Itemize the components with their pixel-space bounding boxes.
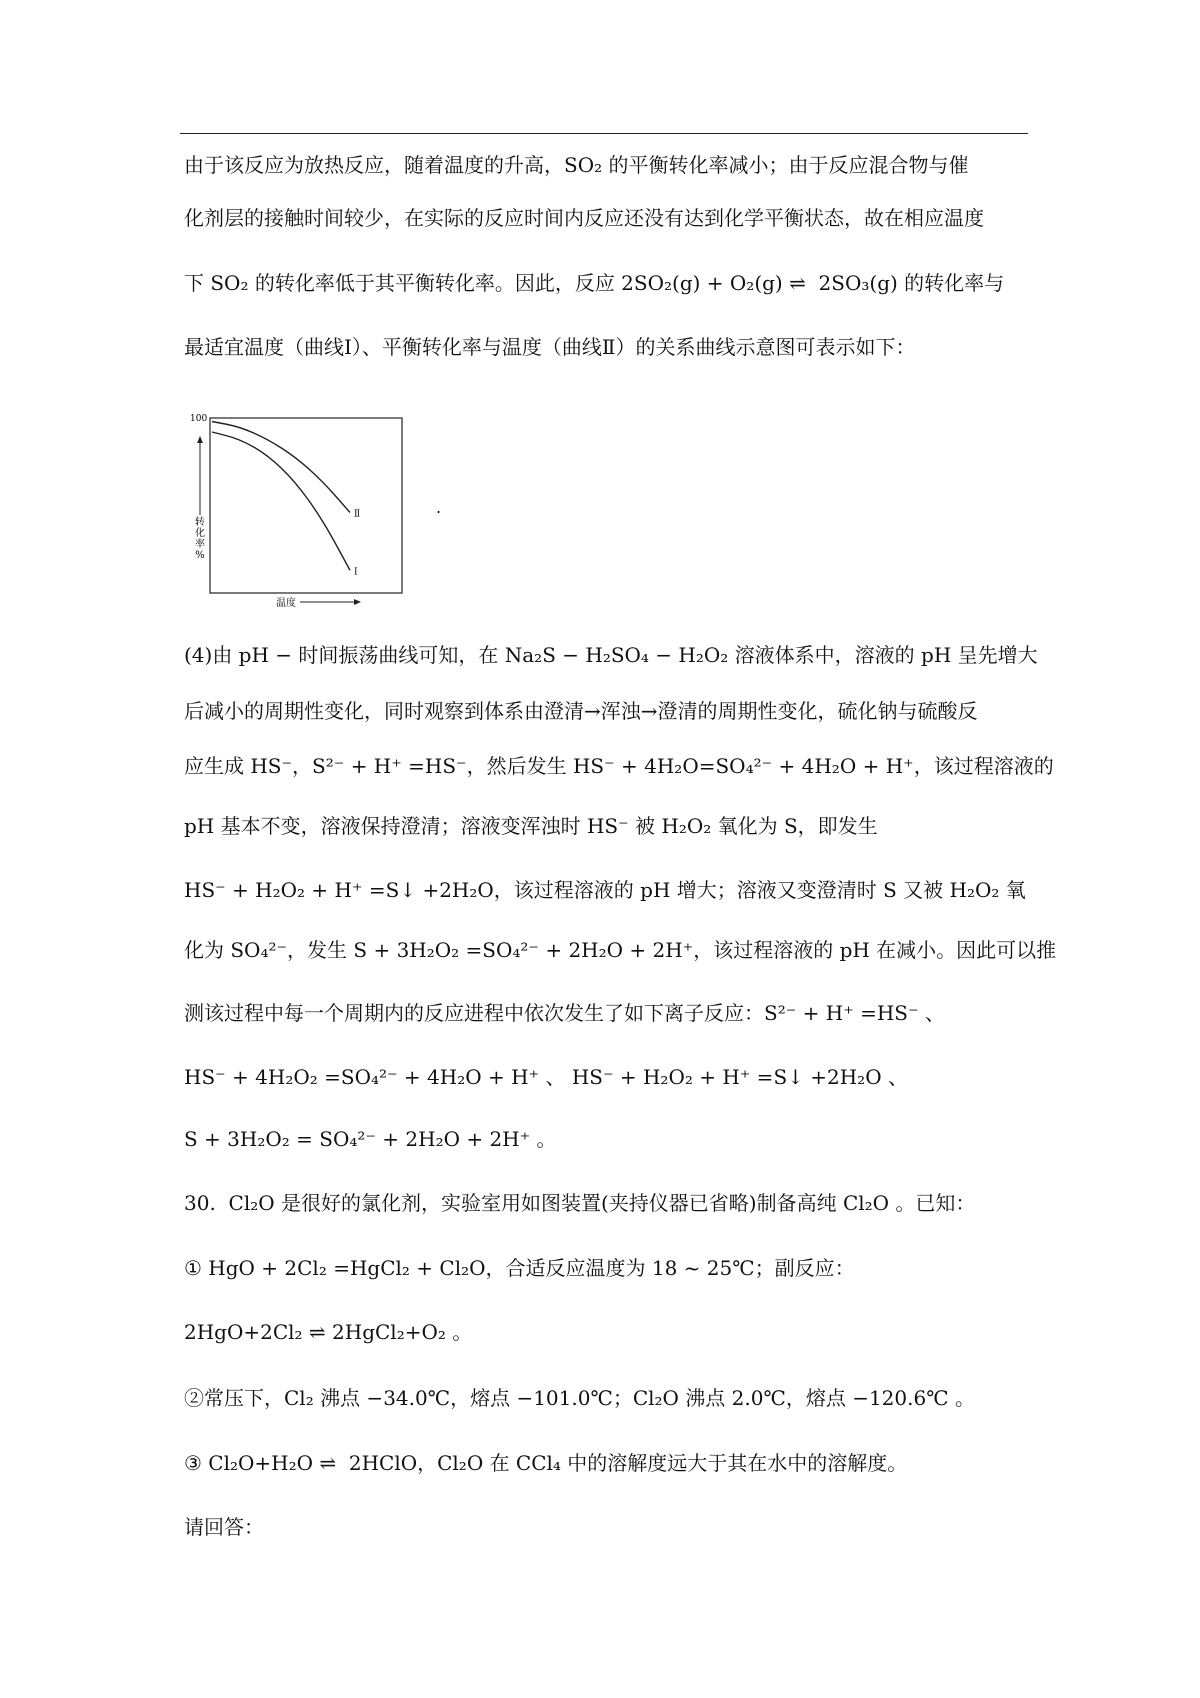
y-axis-label	[195, 515, 205, 561]
y-axis-arrow-head	[197, 436, 203, 443]
conversion-chart	[190, 405, 440, 610]
text-line-6: 后减小的周期性变化，同时观察到体系由澄清→浑浊→澄清的周期性变化，硫化钠与硫酸反	[184, 699, 978, 723]
plot-frame	[210, 418, 402, 593]
text-line-17: ②常压下，Cl₂ 沸点 −34.0℃，熔点 −101.0℃；Cl₂O 沸点 2.0℃，熔点 −120.6℃ 。	[184, 1386, 975, 1410]
text-line-7: 应生成 HS⁻，S²⁻ + H⁺ =HS⁻，然后发生 HS⁻ + 4H₂O=SO₄²⁻ + 4H₂O + H⁺，该过程溶液的	[184, 754, 1054, 778]
text-line-8: pH 基本不变，溶液保持澄清；溶液变浑浊时 HS⁻ 被 H₂O₂ 氧化为 S，即发生	[184, 814, 878, 838]
y-axis-label-char: %	[195, 550, 205, 561]
curve-i	[212, 432, 350, 570]
text-line-10: 化为 SO₄²⁻，发生 S + 3H₂O₂ =SO₄²⁻ + 2H₂O + 2H⁺，该过程溶液的 pH 在减小。因此可以推	[184, 938, 1057, 962]
text-line-1: 由于该反应为放热反应，随着温度的升高，SO₂ 的平衡转化率减小；由于反应混合物与催	[184, 153, 969, 177]
header-rule	[180, 133, 1028, 134]
curve-label-ii: Ⅱ	[354, 509, 361, 520]
text-line-9: HS⁻ + H₂O₂ + H⁺ =S↓ +2H₂O，该过程溶液的 pH 增大；溶液又变澄清时 S 又被 H₂O₂ 氧	[184, 878, 1026, 902]
text-line-19: 请回答：	[184, 1515, 264, 1539]
text-line-4: 最适宜温度（曲线Ⅰ）、平衡转化率与温度（曲线Ⅱ）的关系曲线示意图可表示如下：	[184, 335, 916, 359]
text-line-3: 下 SO₂ 的转化率低于其平衡转化率。因此，反应 2SO₂(g) + O₂(g) ⇌ 2SO₃(g) 的转化率与	[184, 271, 1005, 295]
y-tick-100: 100	[190, 414, 208, 424]
text-line-11: 测该过程中每一个周期内的反应进程中依次发生了如下离子反应：S²⁻ + H⁺ =HS⁻ 、	[184, 1001, 945, 1025]
curve-label-i: Ⅰ	[354, 567, 358, 578]
chart-trailing-mark: .	[436, 498, 442, 517]
y-axis-label-char: 化	[195, 528, 205, 539]
x-axis-arrow-head	[354, 599, 361, 605]
text-line-16: 2HgO+2Cl₂ ⇌ 2HgCl₂+O₂ 。	[184, 1320, 473, 1344]
text-line-5: (4)由 pH − 时间振荡曲线可知，在 Na₂S − H₂SO₄ − H₂O₂ 溶液体系中，溶液的 pH 呈先增大	[184, 643, 1038, 667]
text-line-14: 30. Cl₂O 是很好的氯化剂，实验室用如图装置(夹持仪器已省略)制备高纯 Cl₂O 。已知：	[184, 1191, 976, 1215]
x-axis-label: 温度	[276, 598, 296, 609]
text-line-15: ① HgO + 2Cl₂ =HgCl₂ + Cl₂O，合适反应温度为 18 ~ 25℃；副反应：	[184, 1256, 855, 1280]
y-axis-label-char: 转	[195, 517, 205, 528]
text-line-12: HS⁻ + 4H₂O₂ =SO₄²⁻ + 4H₂O + H⁺ 、 HS⁻ + H₂O₂ + H⁺ =S↓ +2H₂O 、	[184, 1065, 908, 1089]
text-line-18: ③ Cl₂O+H₂O ⇌ 2HClO，Cl₂O 在 CCl₄ 中的溶解度远大于其在水中的溶解度。	[184, 1451, 908, 1475]
text-line-13: S + 3H₂O₂ = SO₄²⁻ + 2H₂O + 2H⁺ 。	[184, 1127, 557, 1151]
text-line-2: 化剂层的接触时间较少，在实际的反应时间内反应还没有达到化学平衡状态，故在相应温度	[184, 206, 984, 230]
y-axis-label-char: 率	[195, 539, 205, 550]
